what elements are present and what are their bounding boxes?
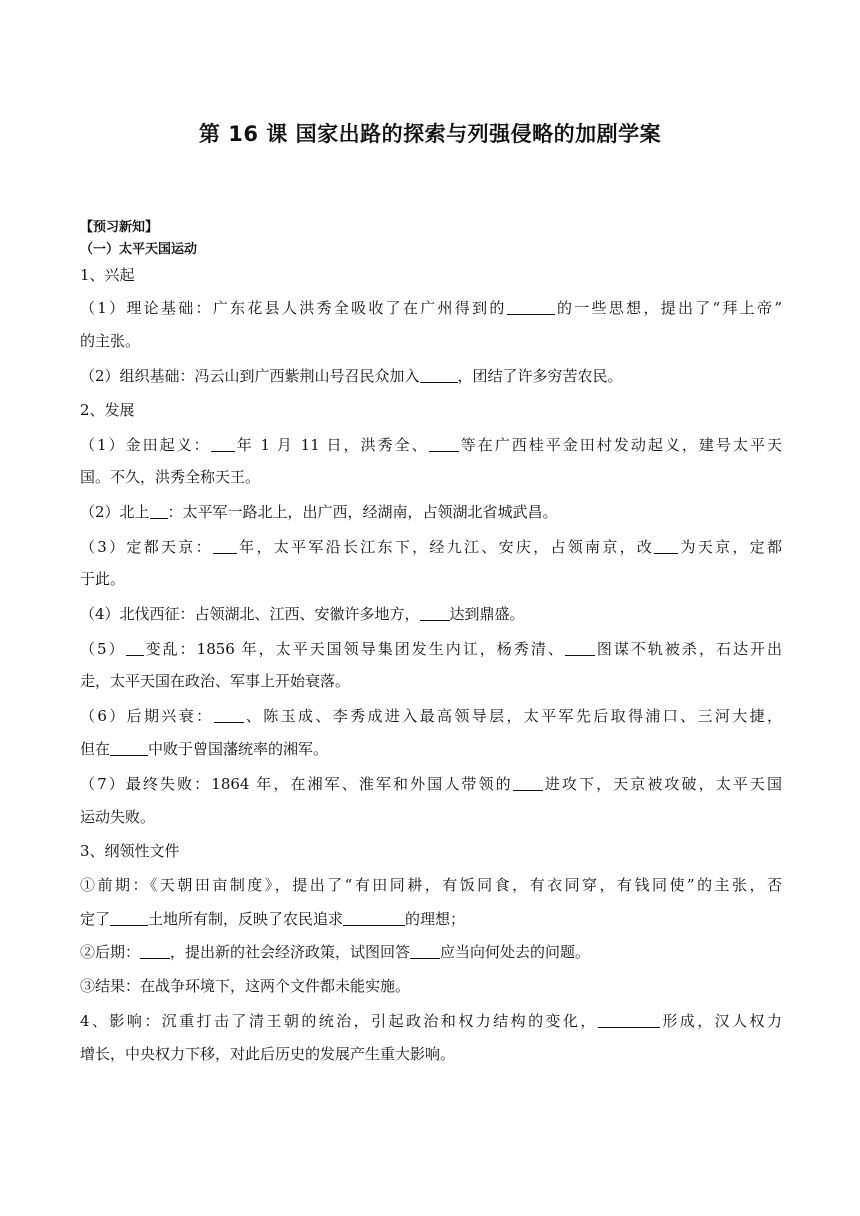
fill-blank[interactable] <box>513 775 543 791</box>
page-title: 第 16 课 国家出路的探索与列强侵略的加剧学案 <box>198 122 662 146</box>
text-line: （4）北伐西征：占领湖北、江西、安徽许多地方， 达到鼎盛。 <box>80 605 525 623</box>
text-line: （5） 变乱：1856 年，太平天国领导集团发生内讧，杨秀清、 图谋不轨被杀，石达开出 <box>80 640 783 658</box>
fill-blank[interactable] <box>126 640 144 656</box>
fill-blank[interactable] <box>507 299 555 315</box>
fill-blank[interactable] <box>211 436 235 452</box>
text-line: 3、纲领性文件 <box>80 842 180 860</box>
fill-blank[interactable] <box>213 538 237 554</box>
text-line: （1）金田起义： 年 1 月 11 日，洪秀全、 等在广西桂平金田村发动起义，建号太平天 <box>80 436 782 454</box>
section-header: 【预习新知】 <box>80 220 159 235</box>
text-line: 于此。 <box>80 570 126 588</box>
text-line: （7）最终失败：1864 年，在湘军、淮军和外国人带领的 进攻下，天京被攻破，太平天国 <box>80 775 782 793</box>
text-line: （3）定都天京： 年，太平军沿长江东下，经九江、安庆，占领南京，改 为天京，定都 <box>80 538 782 556</box>
text-line: 定了 土地所有制，反映了农民追求 的理想； <box>80 910 466 928</box>
fill-blank[interactable] <box>110 740 148 756</box>
fill-blank[interactable] <box>140 943 170 959</box>
fill-blank[interactable] <box>420 605 450 621</box>
fill-blank[interactable] <box>150 503 168 519</box>
fill-blank[interactable] <box>420 367 458 383</box>
text-line: 的主张。 <box>80 332 141 350</box>
fill-blank[interactable] <box>110 910 148 926</box>
text-line: 4、影响：沉重打击了清王朝的统治，引起政治和权力结构的变化， 形成，汉人权力 <box>80 1012 782 1030</box>
subsection-header: （一）太平天国运动 <box>80 242 198 257</box>
text-line: （2）组织基础：冯云山到广西紫荆山号召民众加入 ，团结了许多穷苦农民。 <box>80 367 623 385</box>
fill-blank[interactable] <box>429 436 459 452</box>
fill-blank[interactable] <box>410 943 440 959</box>
text-line: （2）北上 ：太平军一路北上，出广西，经湖南，占领湖北省城武昌。 <box>80 503 558 521</box>
text-line: 1、兴起 <box>80 266 135 284</box>
fill-blank[interactable] <box>654 538 678 554</box>
text-line: 但在 中败于曾国藩统率的湘军。 <box>80 740 329 758</box>
text-line: 2、发展 <box>80 401 135 419</box>
text-line: ②后期： ，提出新的社会经济政策，试图回答 应当向何处去的问题。 <box>80 943 591 961</box>
fill-blank[interactable] <box>343 910 405 926</box>
fill-blank[interactable] <box>214 707 244 723</box>
text-line: ③结果：在战争环境下，这两个文件都未能实施。 <box>80 977 411 995</box>
text-line: 增长，中央权力下移，对此后历史的发展产生重大影响。 <box>80 1045 456 1063</box>
text-line: （1）理论基础：广东花县人洪秀全吸收了在广州得到的 的一些思想，提出了“拜上帝” <box>80 299 782 317</box>
text-line: （6）后期兴衰： 、陈玉成、李秀成进入最高领导层，太平军先后取得浦口、三河大捷， <box>80 707 782 725</box>
fill-blank[interactable] <box>598 1012 660 1028</box>
text-line: 国。不久，洪秀全称天王。 <box>80 468 261 486</box>
text-line: ①前期：《天朝田亩制度》，提出了“有田同耕，有饭同食，有衣同穿，有钱同使”的主张，否 <box>80 876 782 894</box>
fill-blank[interactable] <box>565 640 595 656</box>
text-line: 走，太平天国在政治、军事上开始衰落。 <box>80 672 351 690</box>
text-line: 运动失败。 <box>80 808 156 826</box>
